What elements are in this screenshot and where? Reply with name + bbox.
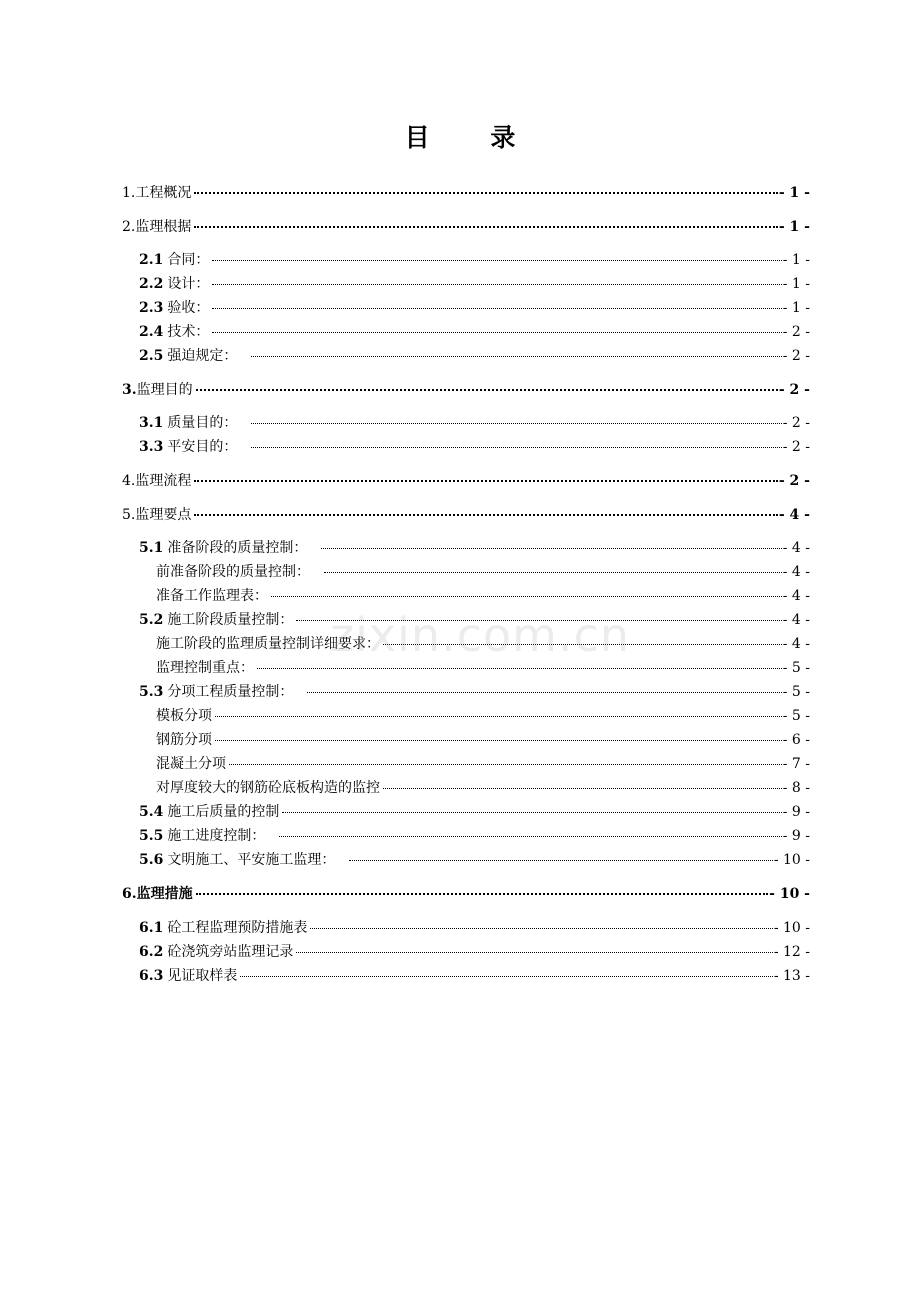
toc-entry[interactable] xyxy=(139,346,810,366)
toc-number: 2. xyxy=(122,219,136,235)
toc-label: 施工阶段质量控制： xyxy=(167,612,294,628)
toc-page: - 12 - xyxy=(773,944,810,960)
toc-leader xyxy=(194,479,778,482)
toc-leader xyxy=(212,259,781,261)
toc-leader xyxy=(324,571,782,573)
toc-page: - 9 - xyxy=(782,828,810,844)
toc-entry[interactable] xyxy=(139,298,810,318)
toc-page: - 2 - xyxy=(778,473,810,489)
toc-number: 5.4 xyxy=(139,804,164,820)
toc-label: 强迫规定： xyxy=(167,348,238,364)
toc-entry[interactable] xyxy=(122,884,810,904)
toc-leader xyxy=(196,388,778,391)
toc-entry[interactable] xyxy=(139,682,810,702)
toc-label: 监理措施 xyxy=(136,886,193,902)
toc-number: 4. xyxy=(122,473,136,489)
toc-entry[interactable] xyxy=(139,966,810,986)
toc-page: - 6 - xyxy=(782,732,810,748)
toc-label: 文明施工、平安施工监理： xyxy=(167,852,336,868)
toc-page: - 4 - xyxy=(782,588,810,604)
toc-label: 对厚度较大的钢筋砼底板构造的监控 xyxy=(156,780,380,796)
toc-entry[interactable] xyxy=(139,826,810,846)
toc-label: 混凝土分项 xyxy=(156,756,226,772)
toc-number: 5.5 xyxy=(139,828,164,844)
toc-leader xyxy=(212,283,781,285)
toc-label: 技术： xyxy=(167,324,210,340)
toc-entry[interactable] xyxy=(139,250,810,270)
toc-label: 见证取样表 xyxy=(167,968,238,984)
toc-leader xyxy=(251,446,781,448)
toc-label: 验收： xyxy=(167,300,210,316)
toc-page: - 1 - xyxy=(782,276,810,292)
toc-label: 前准备阶段的质量控制： xyxy=(156,564,310,580)
toc-label: 监理要点 xyxy=(135,507,192,523)
toc-number: 5.6 xyxy=(139,852,164,868)
toc-label: 施工进度控制： xyxy=(167,828,266,844)
toc-page: - 4 - xyxy=(782,564,810,580)
toc-page: - 7 - xyxy=(782,756,810,772)
toc-page: - 2 - xyxy=(782,348,810,364)
toc-leader xyxy=(194,513,778,516)
toc-label: 施工阶段的监理质量控制详细要求： xyxy=(156,636,380,652)
toc-page: - 9 - xyxy=(782,804,810,820)
toc-label: 监理目的 xyxy=(136,382,193,398)
toc-label: 监理流程 xyxy=(135,473,192,489)
toc-page: - 1 - xyxy=(782,252,810,268)
toc-page: - 4 - xyxy=(782,636,810,652)
toc-entry[interactable] xyxy=(156,730,810,750)
toc-entry[interactable] xyxy=(156,706,810,726)
toc-page: - 2 - xyxy=(778,382,810,398)
toc-page: - 1 - xyxy=(778,185,810,201)
toc-label: 砼工程监理预防措施表 xyxy=(167,920,308,936)
toc-leader xyxy=(194,191,778,194)
toc-entry[interactable] xyxy=(139,538,810,558)
toc-entry[interactable] xyxy=(139,942,810,962)
toc-number: 2.4 xyxy=(139,324,164,340)
toc-label: 监理根据 xyxy=(135,219,192,235)
toc-leader xyxy=(321,547,781,549)
toc-label: 质量目的： xyxy=(167,415,238,431)
toc-number: 5.2 xyxy=(139,612,164,628)
toc-leader xyxy=(296,951,772,953)
toc-number: 3.1 xyxy=(139,415,164,431)
toc-page: - 10 - xyxy=(769,886,810,902)
toc-leader xyxy=(307,691,781,693)
toc-number: 6.3 xyxy=(139,968,164,984)
toc-page: - 4 - xyxy=(782,612,810,628)
page-title: 目 录 xyxy=(404,123,542,152)
toc-leader xyxy=(257,667,782,669)
toc-page: - 8 - xyxy=(782,780,810,796)
toc-entry[interactable] xyxy=(122,505,810,525)
toc-page: - 2 - xyxy=(782,324,810,340)
toc-page: - 5 - xyxy=(782,684,810,700)
toc-label: 模板分项 xyxy=(156,708,212,724)
toc-page: - 1 - xyxy=(778,219,810,235)
toc-entry[interactable] xyxy=(122,380,810,400)
toc-entry[interactable] xyxy=(122,183,810,203)
toc-page: - 4 - xyxy=(778,507,810,523)
toc-leader xyxy=(212,307,781,309)
toc-entry[interactable] xyxy=(139,850,810,870)
watermark: zixin.com.cn xyxy=(330,608,631,662)
toc-entry[interactable] xyxy=(122,471,810,491)
toc-leader xyxy=(194,225,778,228)
toc-label: 工程概况 xyxy=(135,185,192,201)
toc-leader xyxy=(240,975,772,977)
toc-label: 分项工程质量控制： xyxy=(167,684,294,700)
toc-label: 准备阶段的质量控制： xyxy=(167,540,308,556)
toc-entry[interactable] xyxy=(139,802,810,822)
toc-entry[interactable] xyxy=(122,217,810,237)
toc-entry[interactable] xyxy=(139,322,810,342)
toc-number: 5. xyxy=(122,507,136,523)
toc-label: 平安目的： xyxy=(167,439,238,455)
toc-number: 2.5 xyxy=(139,348,164,364)
toc-number: 6. xyxy=(122,886,137,902)
toc-page: - 2 - xyxy=(782,415,810,431)
toc-leader xyxy=(383,787,782,789)
toc-leader xyxy=(229,763,782,765)
toc-entry[interactable] xyxy=(156,586,810,606)
toc-label: 设计： xyxy=(167,276,210,292)
toc-entry[interactable] xyxy=(139,437,810,457)
toc-leader xyxy=(212,331,781,333)
toc-label: 施工后质量的控制 xyxy=(167,804,280,820)
toc-number: 3. xyxy=(122,382,137,398)
toc-number: 5.1 xyxy=(139,540,164,556)
toc-number: 6.2 xyxy=(139,944,164,960)
toc-page: - 2 - xyxy=(782,439,810,455)
toc-label: 砼浇筑旁站监理记录 xyxy=(167,944,294,960)
toc-number: 2.3 xyxy=(139,300,164,316)
toc-label: 监理控制重点： xyxy=(156,660,254,676)
toc-leader xyxy=(196,892,769,895)
toc-leader xyxy=(349,859,772,861)
toc-label: 钢筋分项 xyxy=(156,732,212,748)
toc-label: 合同： xyxy=(167,252,210,268)
toc-leader xyxy=(215,739,782,741)
toc-entry[interactable] xyxy=(156,562,810,582)
toc-page: - 10 - xyxy=(773,920,810,936)
toc-leader xyxy=(251,422,781,424)
toc-entry[interactable] xyxy=(156,778,810,798)
toc-label: 准备工作监理表： xyxy=(156,588,268,604)
toc-number: 2.1 xyxy=(139,252,164,268)
toc-page: - 5 - xyxy=(782,660,810,676)
toc-number: 6.1 xyxy=(139,920,164,936)
toc-page: - 13 - xyxy=(773,968,810,984)
toc-entry[interactable] xyxy=(139,413,810,433)
toc-page: - 1 - xyxy=(782,300,810,316)
toc-leader xyxy=(271,595,782,597)
toc-leader xyxy=(310,927,772,929)
toc-page: - 4 - xyxy=(782,540,810,556)
toc-entry[interactable] xyxy=(139,918,810,938)
toc-leader xyxy=(215,715,782,717)
toc-leader xyxy=(279,835,781,837)
toc-leader xyxy=(251,355,781,357)
toc-number: 5.3 xyxy=(139,684,164,700)
toc-number: 1. xyxy=(122,185,136,201)
toc-number: 3.3 xyxy=(139,439,164,455)
toc-page: - 10 - xyxy=(773,852,810,868)
toc-page: - 5 - xyxy=(782,708,810,724)
toc-number: 2.2 xyxy=(139,276,164,292)
toc-leader xyxy=(282,811,781,813)
toc-entry[interactable] xyxy=(156,754,810,774)
toc-entry[interactable] xyxy=(139,274,810,294)
